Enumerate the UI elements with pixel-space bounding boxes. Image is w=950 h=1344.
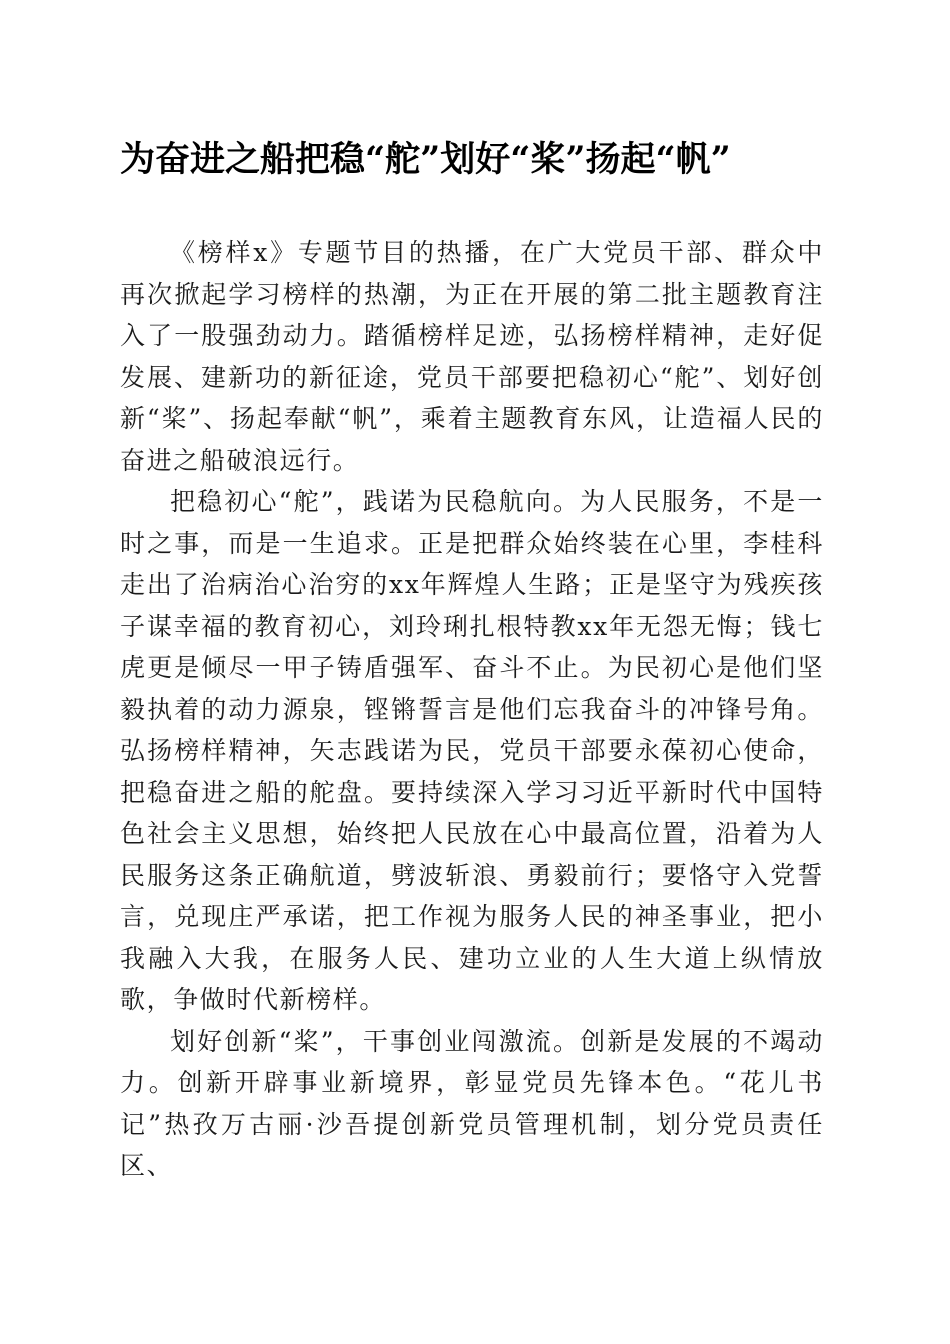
paragraph-rudder: 把稳初心“舵”，践诺为民稳航向。为人民服务，不是一时之事，而是一生追求。正是把群众始终装在心里，李桂科走出了治病治心治穷的xx年辉煌人生路；正是坚守为残疾孩子谋幸福的教育初心，刘玲琍扎根特教xx年无怨无悔；钱七虎更是倾尽一甲子铸盾强军、奋斗不止。为民初心是他们坚毅执着的动力源泉，铿锵誓言是他们忘我奋斗的冲锋号角。弘扬榜样精神，矢志践诺为民，党员干部要永葆初心使命，把稳奋进之船的舵盘。要持续深入学习习近平新时代中国特色社会主义思想，始终把人民放在心中最高位置，沿着为人民服务这条正确航道，劈波斩浪、勇毅前行；要恪守入党誓言，兑现庄严承诺，把工作视为服务人民的神圣事业，把小我融入大我，在服务人民、建功立业的人生大道上纵情放歌，争做时代新榜样。 [120, 487, 824, 1014]
paragraph-intro: 《榜样x》专题节目的热播，在广大党员干部、群众中再次掀起学习榜样的热潮，为正在开展的第二批主题教育注入了一股强劲动力。踏循榜样足迹，弘扬榜样精神，走好促发展、建新功的新征途，党员干部要把稳初心“舵”、划好创新“桨”、扬起奉献“帆”，乘着主题教育东风，让造福人民的奋进之船破浪远行。 [120, 238, 824, 475]
document-body [120, 232, 824, 1187]
paragraph-oar: 划好创新“桨”，干事创业闯激流。创新是发展的不竭动力。创新开辟事业新境界，彰显党员先锋本色。“花儿书记”热孜万古丽·沙吾提创新党员管理机制，划分党员责任区、 [120, 1026, 824, 1180]
document-title: 为奋进之船把稳“舵”划好“桨”扬起“帆” [120, 139, 731, 180]
